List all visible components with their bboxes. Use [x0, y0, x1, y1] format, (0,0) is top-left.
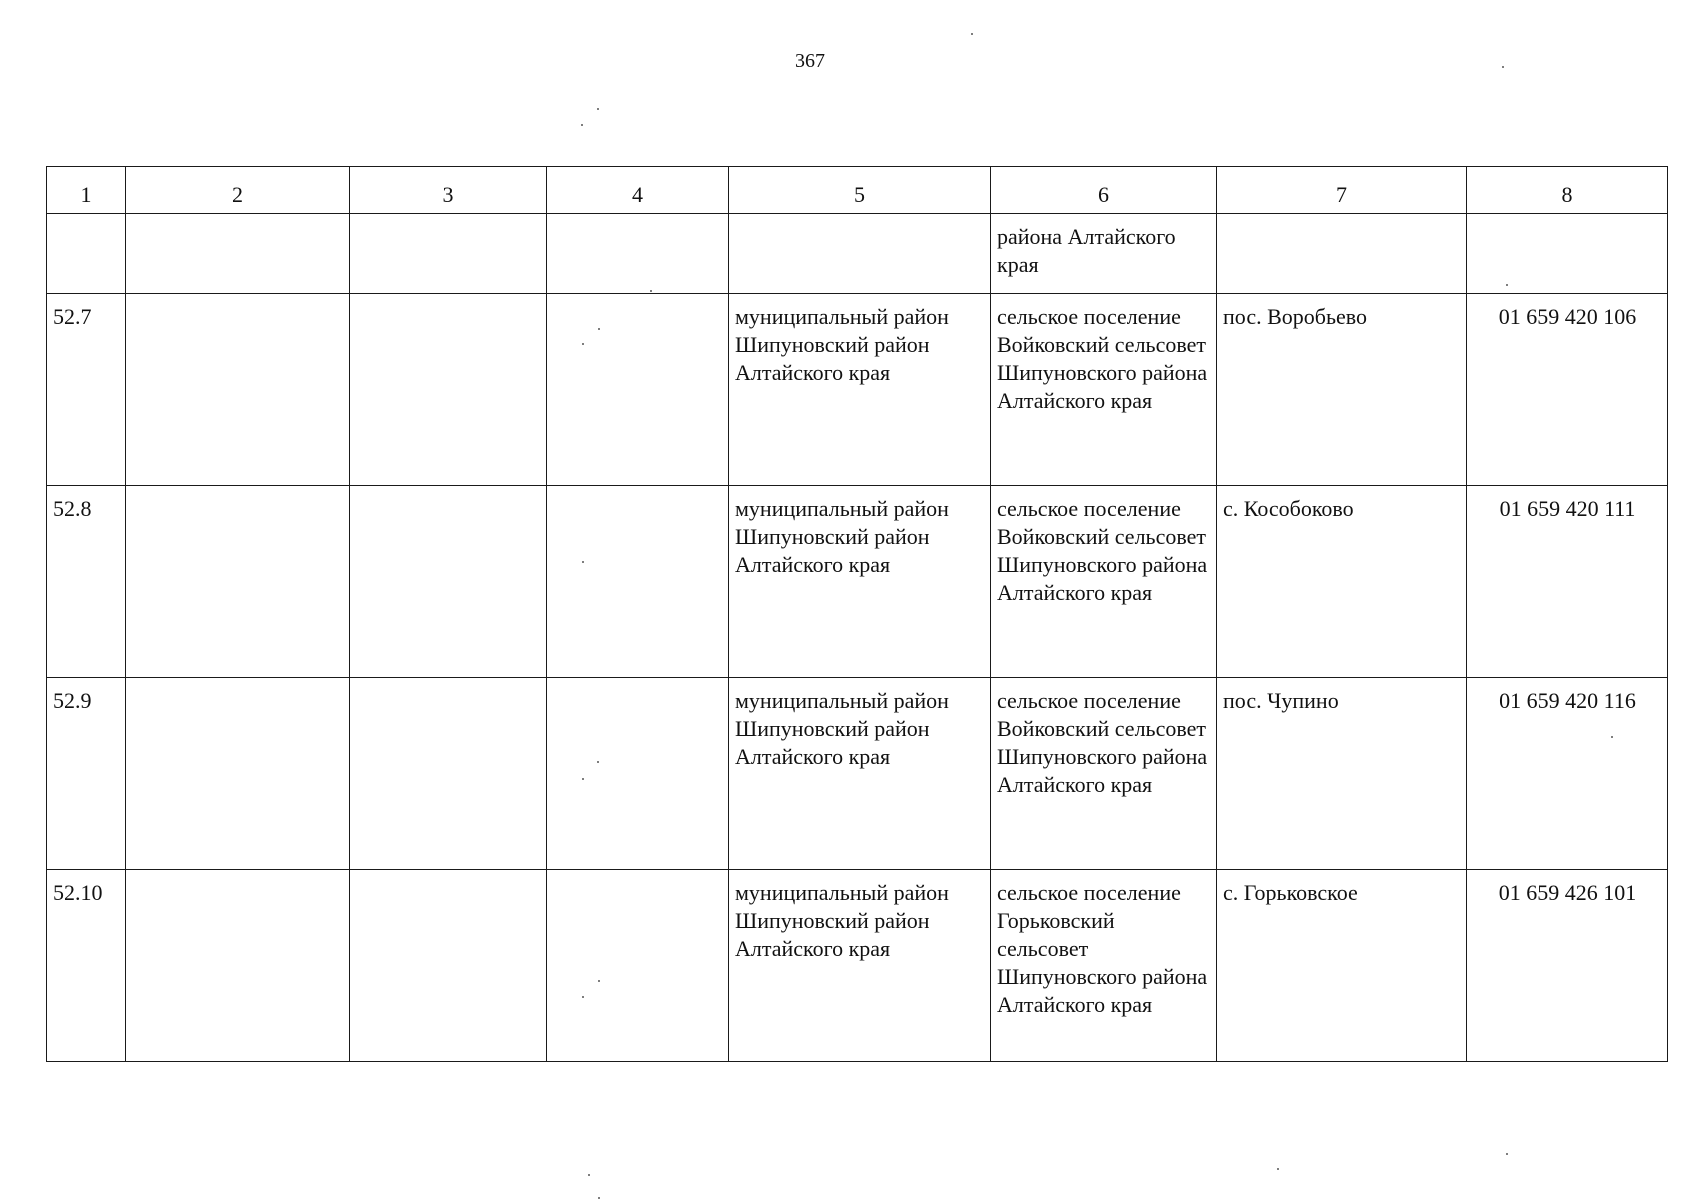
locality-cell: пос. Чупино [1217, 678, 1467, 870]
locality-cell: пос. Воробьево [1217, 294, 1467, 486]
scan-speck [597, 761, 599, 763]
scan-speck [582, 561, 584, 563]
scan-speck [1506, 284, 1508, 286]
cell-empty [350, 678, 547, 870]
scan-speck [598, 328, 600, 330]
cell-empty [1217, 214, 1467, 294]
cell-empty [126, 214, 350, 294]
scan-speck [650, 290, 652, 292]
scan-speck [1277, 1168, 1279, 1170]
code-cell: 01 659 420 116 [1467, 678, 1668, 870]
municipal-district-cell: муниципальный район Шипуновский район Алтайского края [729, 870, 991, 1062]
locality-cell: с. Горьковское [1217, 870, 1467, 1062]
cell-empty [350, 870, 547, 1062]
column-header-7: 7 [1217, 167, 1467, 214]
municipal-district-cell: муниципальный район Шипуновский район Алтайского края [729, 486, 991, 678]
continuation-row [47, 214, 1668, 294]
cell-empty [547, 486, 729, 678]
scan-speck [971, 33, 973, 35]
settlement-cell: сельское поселение Войковский сельсовет Шипуновского района Алтайского края [991, 678, 1217, 870]
municipal-district-cell: муниципальный район Шипуновский район Алтайского края [729, 294, 991, 486]
column-header-3: 3 [350, 167, 547, 214]
column-header-5: 5 [729, 167, 991, 214]
cell-empty [126, 870, 350, 1062]
scan-speck [598, 980, 600, 982]
settlement-cell: района Алтайского края [991, 214, 1217, 294]
code-cell: 01 659 420 111 [1467, 486, 1668, 678]
scan-speck [1506, 1153, 1508, 1155]
cell-empty [1467, 214, 1668, 294]
scan-speck [1502, 66, 1504, 68]
row-number-cell: 52.9 [47, 678, 126, 870]
municipal-district-cell: муниципальный район Шипуновский район Алтайского края [729, 678, 991, 870]
cell-empty [47, 214, 126, 294]
cell-empty [547, 294, 729, 486]
cell-empty [547, 870, 729, 1062]
cell-empty [350, 294, 547, 486]
scan-speck [581, 124, 583, 126]
settlement-cell: сельское поселение Войковский сельсовет Шипуновского района Алтайского края [991, 486, 1217, 678]
cell-empty [126, 678, 350, 870]
column-header-1: 1 [47, 167, 126, 214]
table-row [47, 486, 1668, 678]
page-number: 367 [795, 50, 825, 72]
code-cell: 01 659 420 106 [1467, 294, 1668, 486]
scan-speck [597, 108, 599, 110]
header-row [47, 167, 1668, 214]
cell-empty [547, 214, 729, 294]
row-number-cell: 52.7 [47, 294, 126, 486]
settlement-cell: сельское поселение Войковский сельсовет Шипуновского района Алтайского края [991, 294, 1217, 486]
column-header-8: 8 [1467, 167, 1668, 214]
table-row [47, 678, 1668, 870]
cell-empty [547, 678, 729, 870]
locality-cell: с. Кособоково [1217, 486, 1467, 678]
row-number-cell: 52.8 [47, 486, 126, 678]
table-row [47, 294, 1668, 486]
scan-speck [1611, 736, 1613, 738]
scan-speck [598, 1197, 600, 1199]
cell-empty [126, 294, 350, 486]
settlement-register-table [46, 166, 1668, 1062]
table-row [47, 870, 1668, 1062]
row-number-cell: 52.10 [47, 870, 126, 1062]
scan-speck [582, 996, 584, 998]
scan-speck [582, 778, 584, 780]
scan-speck [588, 1174, 590, 1176]
scan-speck [582, 343, 584, 345]
settlement-cell: сельское поселение Горьковский сельсовет Шипуновского района Алтайского края [991, 870, 1217, 1062]
cell-empty [350, 486, 547, 678]
column-header-2: 2 [126, 167, 350, 214]
code-cell: 01 659 426 101 [1467, 870, 1668, 1062]
cell-empty [729, 214, 991, 294]
column-header-6: 6 [991, 167, 1217, 214]
cell-empty [350, 214, 547, 294]
column-header-4: 4 [547, 167, 729, 214]
cell-empty [126, 486, 350, 678]
